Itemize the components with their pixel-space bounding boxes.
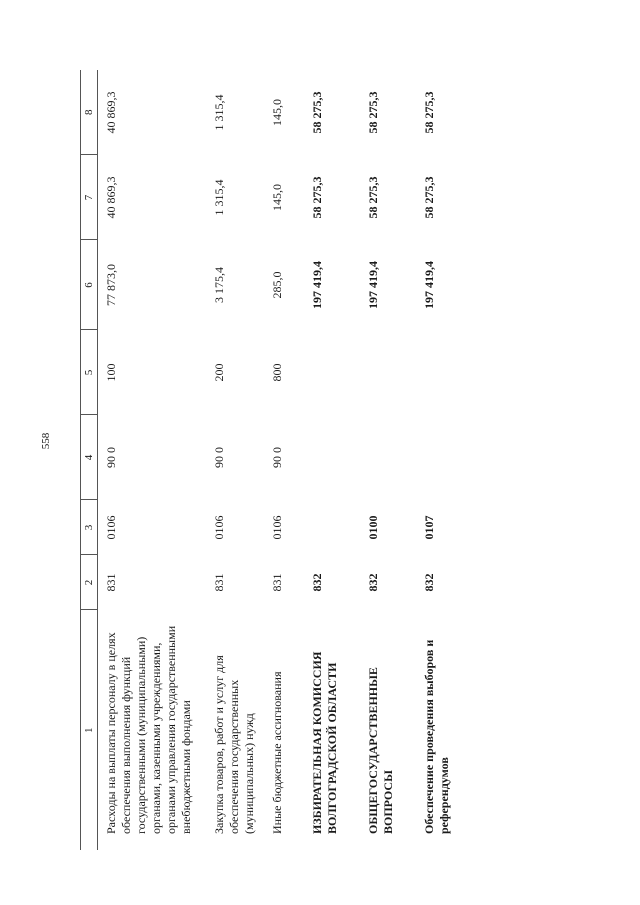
column-header: 4 bbox=[81, 415, 98, 500]
page-number: 558 bbox=[40, 432, 52, 450]
row-col-8: 58 275,3 bbox=[309, 91, 324, 134]
row-col-2: 832 bbox=[365, 573, 380, 592]
row-col-4 bbox=[304, 415, 360, 500]
row-col-4: 90 0 bbox=[211, 447, 226, 468]
row-name: Обеспечение проведения выборов и референдумов bbox=[421, 639, 451, 834]
header-row bbox=[81, 70, 98, 850]
column-header: 7 bbox=[81, 155, 98, 240]
row-col-2: 831 bbox=[211, 573, 226, 592]
column-header: 1 bbox=[81, 610, 98, 850]
row-col-8: 58 275,3 bbox=[365, 91, 380, 134]
row-col-3: 0107 bbox=[421, 515, 436, 540]
row-col-6: 197 419,4 bbox=[309, 261, 324, 309]
row-col-3: 0106 bbox=[211, 515, 226, 540]
row-name: Иные бюджетные ассигнования bbox=[269, 671, 284, 834]
column-header: 6 bbox=[81, 240, 98, 330]
row-col-3: 0100 bbox=[365, 515, 380, 540]
row-col-4: 90 0 bbox=[104, 447, 118, 468]
row-col-3: 0106 bbox=[104, 515, 118, 540]
table-row bbox=[416, 70, 472, 850]
row-name: ОБЩЕГОСУДАРСТВЕННЫЕ ВОПРОСЫ bbox=[365, 667, 395, 834]
row-col-5: 100 bbox=[104, 363, 118, 382]
row-col-5 bbox=[416, 330, 472, 415]
row-col-7: 58 275,3 bbox=[365, 176, 380, 219]
table-row bbox=[264, 70, 304, 850]
row-col-4 bbox=[360, 415, 416, 500]
row-col-5: 800 bbox=[269, 363, 284, 382]
row-col-8: 145,0 bbox=[269, 99, 284, 126]
row-col-7: 58 275,3 bbox=[309, 176, 324, 219]
row-col-5: 200 bbox=[211, 363, 226, 382]
table-row bbox=[206, 70, 264, 850]
row-col-5 bbox=[360, 330, 416, 415]
table-row bbox=[98, 70, 206, 850]
column-header: 3 bbox=[81, 500, 98, 555]
row-col-6: 197 419,4 bbox=[421, 261, 436, 309]
row-col-2: 832 bbox=[421, 573, 436, 592]
row-col-4 bbox=[416, 415, 472, 500]
row-col-8: 40 869,3 bbox=[104, 91, 118, 134]
row-col-6: 77 873,0 bbox=[104, 264, 118, 306]
column-header: 8 bbox=[81, 70, 98, 155]
row-name: ИЗБИРАТЕЛЬНАЯ КОМИССИЯ ВОЛГОГРАДСКОЙ ОБЛАСТИ bbox=[309, 651, 339, 834]
row-name: Расходы на выплаты персоналу в целях обеспечения выполнения функций государственными (муниципальными) органами, казенными учреждениями, органами управления государственными внебюджетными фондами bbox=[104, 625, 193, 834]
row-col-6: 197 419,4 bbox=[365, 261, 380, 309]
column-header: 5 bbox=[81, 330, 98, 415]
row-name: Закупка товаров, работ и услуг для обеспечения государственных (муниципальных) нужд bbox=[211, 655, 256, 834]
row-col-8: 58 275,3 bbox=[421, 91, 436, 134]
row-col-7: 145,0 bbox=[269, 184, 284, 211]
row-col-4: 90 0 bbox=[269, 447, 284, 468]
row-col-6: 285,0 bbox=[269, 271, 284, 299]
budget-table-container bbox=[80, 70, 530, 850]
row-col-8: 1 315,4 bbox=[211, 94, 226, 131]
row-col-7: 40 869,3 bbox=[104, 176, 118, 219]
row-col-2: 832 bbox=[309, 573, 324, 592]
row-col-2: 831 bbox=[104, 573, 118, 592]
row-col-2: 831 bbox=[269, 573, 284, 592]
row-col-6: 3 175,4 bbox=[211, 267, 226, 303]
row-col-3: 0106 bbox=[269, 515, 284, 540]
column-header: 2 bbox=[81, 555, 98, 610]
row-col-7: 1 315,4 bbox=[211, 179, 226, 216]
table-row bbox=[360, 70, 416, 850]
row-col-3 bbox=[304, 500, 360, 555]
budget-table bbox=[80, 70, 472, 850]
table-row bbox=[304, 70, 360, 850]
row-col-7: 58 275,3 bbox=[421, 176, 436, 219]
row-col-5 bbox=[304, 330, 360, 415]
